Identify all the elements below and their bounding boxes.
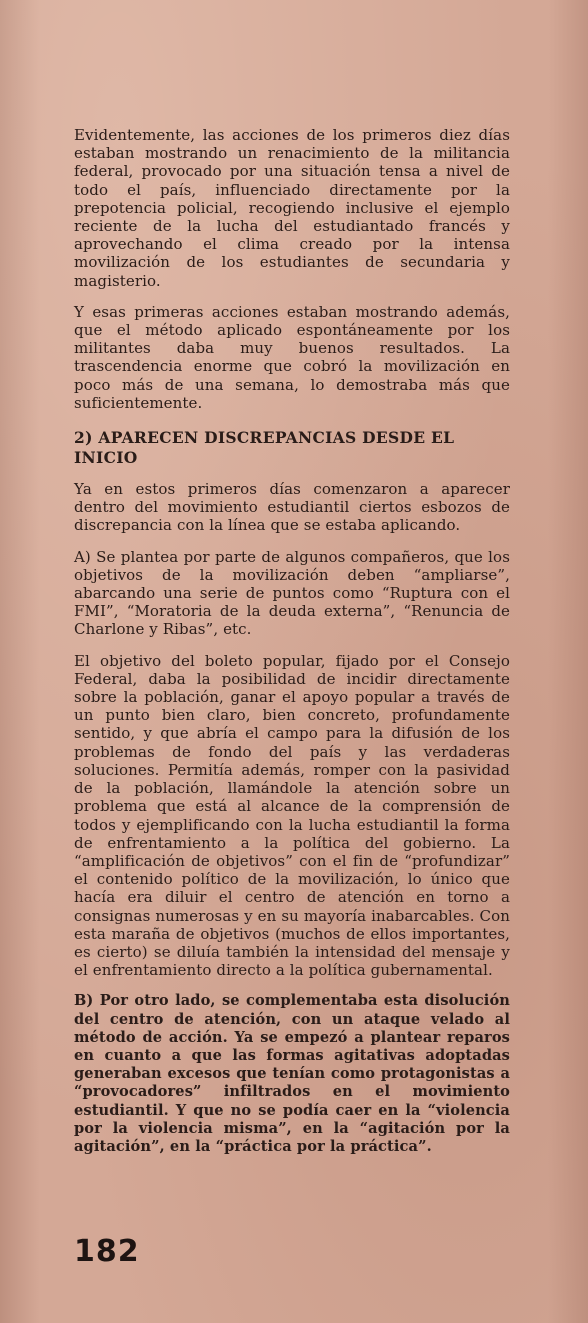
page-number: 182: [74, 1234, 140, 1269]
paragraph-5: El objetivo del boleto popular, fijado por el Consejo Federal, daba la posibilidad de incidir directamente sobre la población, ganar el apoyo popular a través de un punto bien claro, bien concreto, profundamente sentido, y que abría el campo para la difusión de los problemas de fondo del país y las verdaderas soluciones. Permitía además, romper con la pasividad de la población, llamándole la atención sobre un problema que está al alcance de la comprensión de todos y ejemplificando con la lucha estudiantil la forma de enfrentamiento a la política del gobierno. La “amplificación de objetivos” con el fin de “profundizar” el contenido político de la movilización, lo único que hacía era diluir el centro de atención en torno a consignas numerosas y en su mayoría inabarcables. Con esta maraña de objetivos (muchos de ellos importantes, es cierto) se diluía también la intensidad del mensaje y el enfrentamiento directo a la política gubernamental.: [74, 651, 510, 980]
paragraph-1: Evidentemente, las acciones de los primeros diez días estaban mostrando un renacimiento de la militancia federal, provocado por una situación tensa a nivel de todo el país, influenciado directamente por la prepotencia policial, recogiendo inclusive el ejemplo reciente de la lucha del estudiantado francés y aprovechando el clima creado por la intensa movilización de los estudiantes de secundaria y magisterio.: [74, 126, 510, 290]
paragraph-2: Y esas primeras acciones estaban mostrando además, que el método aplicado espontáneamente por los militantes daba muy buenos resultados. La trascendencia enorme que cobró la movilización en poco más de una semana, lo demostraba más que suficientemente.: [74, 302, 510, 412]
paragraph-3: Ya en estos primeros días comenzaron a aparecer dentro del movimiento estudiantil ciertos esbozos de discrepancia con la línea que se estaba aplicando.: [74, 480, 510, 535]
section-heading: 2) APARECEN DISCREPANCIAS DESDE EL INICIO: [74, 428, 455, 468]
paragraph-4: A) Se plantea por parte de algunos compañeros, que los objetivos de la movilización deben “ampliarse”, abarcando una serie de puntos como “Ruptura con el FMI”, “Moratoria de la deuda externa”, “Renuncia de Charlone y Ribas”, etc.: [74, 547, 510, 639]
paragraph-6: B) Por otro lado, se complementaba esta disolución del centro de atención, con un ataque velado al método de acción. Ya se empezó a plantear reparos en cuanto a que las formas agitativas adoptadas generaban excesos que tenían como protagonistas a “provocadores” infiltrados en el movimiento estudiantil. Y que no se podía caer en la “violencia por la violencia misma”, en la “agitación por la agitación”, en la “práctica por la práctica”.: [74, 992, 510, 1155]
page-body: [74, 126, 510, 1169]
